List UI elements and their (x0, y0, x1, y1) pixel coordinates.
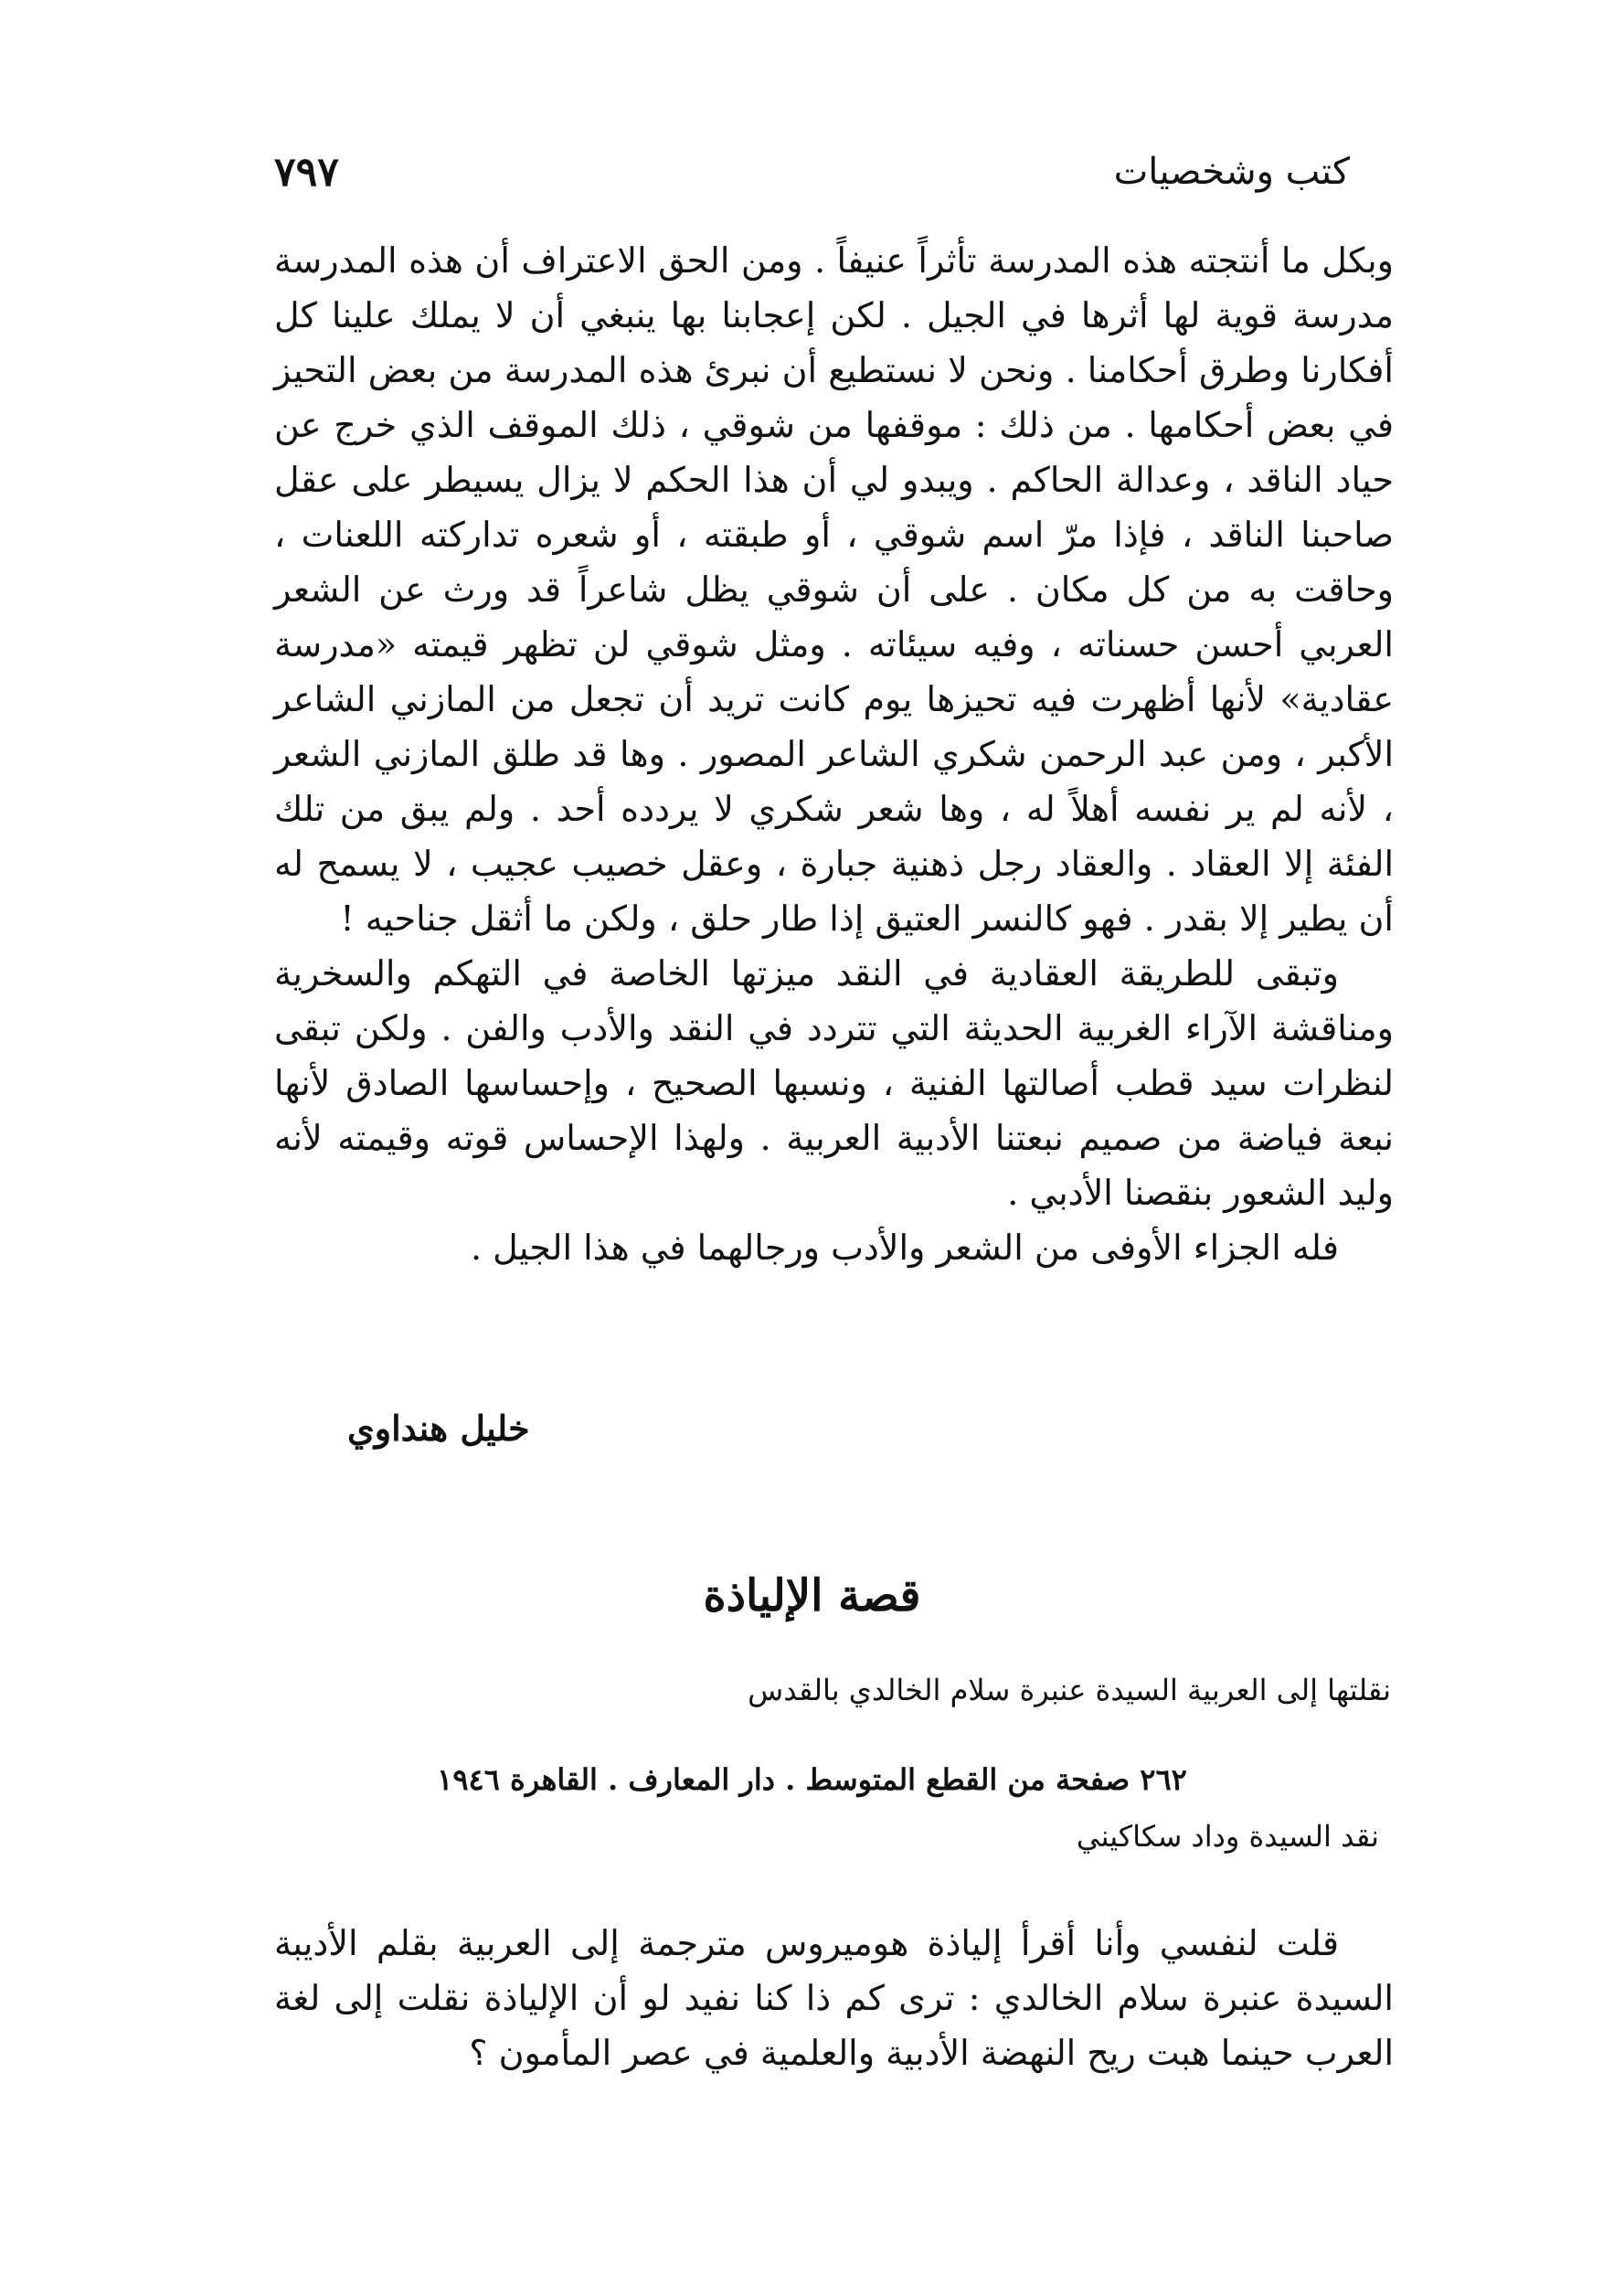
review-paragraph: وتبقى للطريقة العقادية في النقد ميزتها الخاصة في التهكم والسخرية ومناقشة الآراء الغربية الحديثة التي تتردد في النقد والأدب والفن . ولكن تبقى لنظرات سيد قطب أصالتها الفنية ، ونسبها الصحيح ، وإحساسها الصادق لأنها نبعة فياضة من صميم نبعتنا الأدبية العربية . ولهذا الإحساس قوته وقيمته لأنه وليد الشعور بنقصنا الأدبي . (274, 953, 1394, 1213)
page-header (274, 144, 1350, 199)
review-paragraph: وبكل ما أنتجته هذه المدرسة تأثراً عنيفاً . ومن الحق الاعتراف أن هذه المدرسة مدرسة قوية لها أثرها في الجيل . لكن إعجابنا بها ينبغي أن لا يملك علينا كل أفكارنا وطرق أحكامنا . ونحن لا نستطيع أن نبرئ هذه المدرسة من بعض التحيز في بعض أحكامها . من ذلك : موقفها من شوقي ، ذلك الموقف الذي خرج عن حياد الناقد ، وعدالة الحاكم . ويبدو لي أن هذا الحكم لا يزال يسيطر على عقل صاحبنا الناقد ، فإذا مرّ اسم شوقي ، أو طبقته ، أو شعره تداركته اللعنات ، وحاقت به من كل مكان . على أن شوقي يظل شاعراً قد ورث عن الشعر العربي أحسن حسناته ، وفيه سيئاته . ومثل شوقي لن تظهر قيمته «مدرسة عقادية» لأنها أظهرت فيه تحيزها يوم كانت تريد أن تجعل من المازني الشاعر الأكبر ، ومن عبد الرحمن شكري الشاعر المصور . وها قد طلق المازني الشعر ، لأنه لم ير نفسه أهلاً له ، وها شعر شكري لا يردده أحد . ولم يبق من تلك الفئة إلا العقاد . والعقاد رجل ذهنية جبارة ، وعقل خصيب عجيب ، لا يسمح له أن يطير إلا بقدر . فهو كالنسر العتيق إذا طار حلق ، ولكن ما أثقل جناحيه ! (274, 240, 1394, 939)
review-body (274, 233, 1394, 1275)
author-signature: خليل هنداوي (347, 1408, 530, 1449)
review-paragraph: قلت لنفسي وأنا أقرأ إلياذة هوميروس مترجمة إلى العربية بقلم الأديبة السيدة عنبرة سلام الخالدي : ترى كم ذا كنا نفيد لو أن الإلياذة نقلت إلى لغة العرب حينما هبت ريح النهضة الأدبية والعلمية في عصر المأمون ؟ (274, 1923, 1394, 2073)
second-review-body (274, 1916, 1394, 2080)
page-number: ٧٩٧ (274, 148, 339, 196)
review-paragraph: فله الجزاء الأوفى من الشعر والأدب ورجالهما في هذا الجيل . (470, 1228, 1339, 1268)
book-title: قصة الإلياذة (703, 1570, 921, 1621)
translator-line: نقلتها إلى العربية السيدة عنبرة سلام الخالدي بالقدس (748, 1673, 1391, 1707)
publication-details: ٢٦٢ صفحة من القطع المتوسط . دار المعارف . القاهرة ١٩٤٦ (437, 1762, 1187, 1797)
running-title: كتب وشخصيات (1113, 151, 1350, 193)
reviewer-line: نقد السيدة وداد سكاكيني (1076, 1819, 1379, 1854)
